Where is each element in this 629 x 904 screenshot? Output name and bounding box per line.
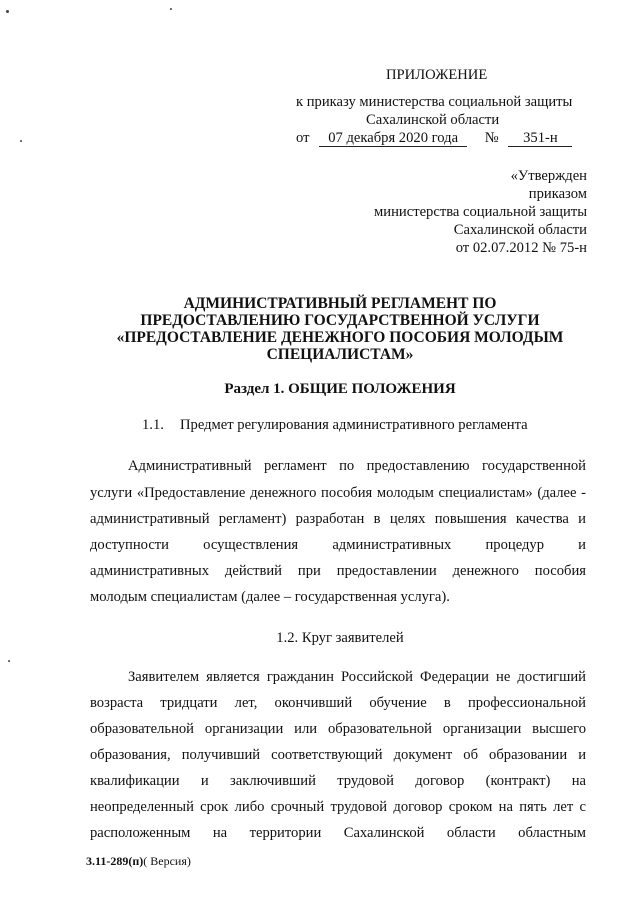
- paragraph-2-line: возраста тридцати лет, окончивший обучение в профессиональной: [90, 695, 586, 711]
- approved-line-5: от 02.07.2012 № 75-н: [455, 240, 587, 256]
- order-date: 07 декабря 2020 года: [319, 130, 467, 147]
- document-footer: [86, 852, 191, 870]
- document-title-line-4: СПЕЦИАЛИСТАМ»: [266, 346, 414, 363]
- document-title-line-1: АДМИНИСТРАТИВНЫЙ РЕГЛАМЕНТ ПО: [183, 295, 497, 312]
- order-region: Сахалинской области: [366, 112, 500, 128]
- paragraph-1-line: административный регламент) разработан в целях повышения качества и: [90, 511, 586, 527]
- paragraph-1-line: Административный регламент по предоставлению государственной: [128, 458, 586, 474]
- scan-speck: [6, 10, 9, 13]
- scan-speck: [170, 8, 172, 10]
- document-title-line-3: «ПРЕДОСТАВЛЕНИЕ ДЕНЕЖНОГО ПОСОБИЯ МОЛОДЫМ: [116, 329, 564, 346]
- paragraph-2-line: расположенным на территории Сахалинской области областным: [90, 825, 586, 841]
- paragraph-1-line: доступности осуществления административных процедур и: [90, 537, 586, 553]
- approved-line-4: Сахалинской области: [453, 222, 587, 238]
- approved-line-1: «Утвержден: [510, 168, 587, 184]
- paragraph-2-line: образовательной организации или образовательной организации высшего: [90, 721, 586, 737]
- paragraph-1-line: молодым специалистам (далее – государственная услуга).: [90, 589, 450, 605]
- order-date-line: [296, 129, 572, 147]
- document-title-line-2: ПРЕДОСТАВЛЕНИЮ ГОСУДАРСТВЕННОЙ УСЛУГИ: [140, 312, 540, 329]
- section-1-heading: Раздел 1. ОБЩИЕ ПОЛОЖЕНИЯ: [224, 381, 456, 397]
- paragraph-1-line: административных действий при предоставлении денежного пособия: [90, 563, 586, 579]
- document-version: ( Версия): [143, 854, 191, 868]
- approved-line-3: министерства социальной защиты: [374, 204, 587, 220]
- approved-line-2: приказом: [528, 186, 587, 202]
- order-reference: к приказу министерства социальной защиты: [296, 94, 573, 110]
- number-label: №: [484, 130, 499, 146]
- scan-speck: [20, 140, 22, 142]
- subsection-1-1-number: 1.1.: [142, 417, 164, 433]
- scan-speck: [8, 660, 10, 662]
- paragraph-2-line: Заявителем является гражданин Российской Федерации не достигший: [128, 669, 586, 685]
- subsection-1-2-heading: 1.2. Круг заявителей: [276, 630, 404, 646]
- document-code: 3.11-289(п): [86, 854, 144, 868]
- paragraph-2-line: неопределенный срок либо срочный трудовой договор сроком на пять лет с: [90, 799, 586, 815]
- subsection-1-1-title: Предмет регулирования административного регламента: [180, 417, 528, 433]
- paragraph-2-line: квалификации и заключивший трудовой договор (контракт) на: [90, 773, 586, 789]
- paragraph-1-line: услуги «Предоставление денежного пособия молодым специалистам» (далее -: [90, 485, 586, 501]
- appendix-label: ПРИЛОЖЕНИЕ: [386, 67, 488, 83]
- from-label: от: [296, 130, 310, 146]
- paragraph-2-line: образования, получивший соответствующий документ об образовании и: [90, 747, 586, 763]
- order-number: 351-н: [508, 130, 572, 147]
